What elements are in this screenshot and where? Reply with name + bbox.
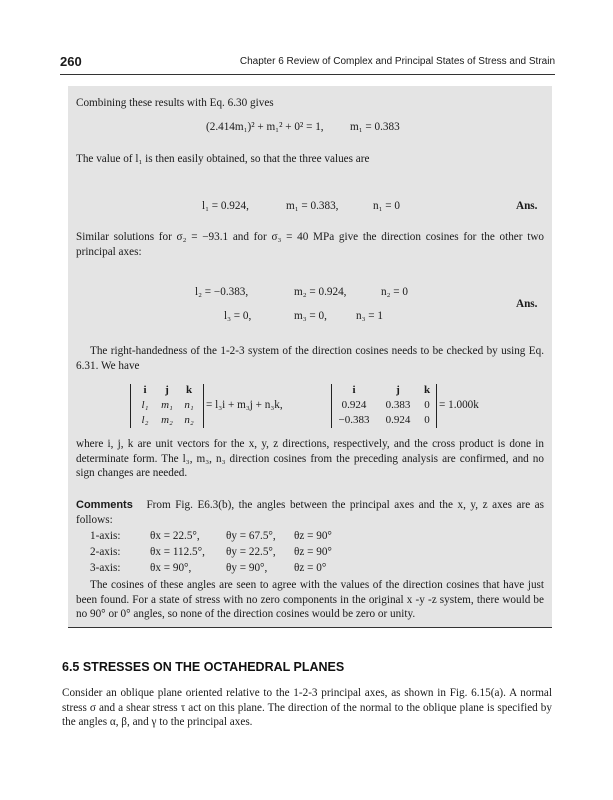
det1-cell: k	[185, 384, 193, 396]
det1-cell: m₁	[161, 399, 173, 411]
comments-text: From Fig. E6.3(b), the angles between the principal axes and the x, y, z axes are as follows:	[76, 499, 545, 526]
equation-m3: m₃ = 0,	[294, 310, 327, 322]
answer-label-1: Ans.	[516, 200, 538, 212]
axis-1-theta-z: θz = 90°	[294, 530, 332, 542]
equation-m1: (2.414m₁)² + m₁² + 0² = 1,	[206, 121, 324, 133]
det1-cell: m₂	[161, 414, 173, 426]
equation-m1-value: m₁ = 0.383,	[286, 200, 339, 212]
paragraph-cosines: The cosines of these angles are seen to agree with the values of the direction cosines that have just been found. For a state of stress with no zero components in the original x -y -z system, there would be no 90° or 0° angles, so none of the direction cosines would be zero or unity.	[76, 579, 544, 620]
det2-cell: j	[396, 384, 400, 396]
section-heading: 6.5 STRESSES ON THE OCTAHEDRAL PLANES	[62, 660, 345, 674]
equation-m2: m₂ = 0.924,	[294, 286, 347, 298]
paragraph-unit-vectors: where i, j, k are unit vectors for the x, y, z directions, respectively, and the cross product is done in determinate form. The l₃, m₃, n₃ direction cosines from the preceding analysis are confirmed, and no sign changes are needed.	[76, 438, 544, 479]
det2-cell: 0.924	[385, 414, 411, 426]
axis-2-theta-y: θy = 22.5°,	[226, 546, 276, 558]
det2-cell: i	[352, 384, 356, 396]
equation-l3: l₃ = 0,	[224, 310, 252, 322]
page-header	[60, 52, 555, 75]
equation-m1-result: m₁ = 0.383	[350, 121, 400, 133]
det2-cell: 0	[424, 414, 430, 426]
det2-cell: 0.383	[385, 399, 411, 411]
axis-2-theta-z: θz = 90°	[294, 546, 332, 558]
det1-cell: i	[143, 384, 147, 396]
det1-cell: n₂	[184, 414, 194, 426]
axis-1-label: 1-axis:	[90, 530, 121, 542]
det1-cell: l₁	[141, 399, 149, 411]
page-number: 260	[60, 54, 82, 69]
det2-cell: k	[423, 384, 431, 396]
section-body: Consider an oblique plane oriented relative to the 1-2-3 principal axes, as shown in Fig. 6.15(a). A normal stress σ and a shear stress τ act on this plane. The direction of the normal to the oblique plane is specified by the angles α, β, and γ to the principal axes.	[62, 687, 552, 728]
answer-label-2: Ans.	[516, 298, 538, 310]
determinant-expansion: = l₃i + m₃j + n₃k,	[206, 399, 283, 411]
determinant-result: = 1.000k	[439, 399, 479, 411]
det1-cell: l₂	[141, 414, 149, 426]
equation-n2: n₂ = 0	[381, 286, 408, 298]
paragraph-combining: Combining these results with Eq. 6.30 gives	[76, 97, 274, 109]
axis-2-theta-x: θx = 112.5°,	[150, 546, 205, 558]
det2-cell: 0.924	[341, 399, 367, 411]
equation-l2: l₂ = −0.383,	[195, 286, 249, 298]
det2-cell: −0.383	[338, 414, 370, 426]
example-box	[68, 86, 552, 628]
determinant-numeric	[331, 384, 437, 428]
determinant-symbolic	[130, 384, 204, 428]
det1-cell: n₁	[184, 399, 194, 411]
axis-2-label: 2-axis:	[90, 546, 121, 558]
chapter-title: Chapter 6 Review of Complex and Principal States of Stress and Strain	[239, 56, 555, 67]
paragraph-value-l1: The value of l₁ is then easily obtained, so that the three values are	[76, 153, 370, 165]
axis-3-theta-y: θy = 90°,	[226, 562, 268, 574]
paragraph-right-handedness: The right-handedness of the 1-2-3 system of the direction cosines needs to be checked by using Eq. 6.31. We have	[76, 345, 544, 372]
paragraph-similar: Similar solutions for σ₂ = −93.1 and for σ₃ = 40 MPa give the direction cosines for the other two principal axes:	[76, 231, 544, 258]
equation-l1: l₁ = 0.924,	[202, 200, 249, 212]
comments-label: Comments	[76, 499, 133, 511]
axis-3-label: 3-axis:	[90, 562, 121, 574]
comments-paragraph	[76, 498, 544, 527]
axis-3-theta-z: θz = 0°	[294, 562, 327, 574]
axis-3-theta-x: θx = 90°,	[150, 562, 192, 574]
axis-1-theta-x: θx = 22.5°,	[150, 530, 200, 542]
equation-n3: n₃ = 1	[356, 310, 383, 322]
equation-n1: n₁ = 0	[373, 200, 400, 212]
axis-1-theta-y: θy = 67.5°,	[226, 530, 276, 542]
det2-cell: 0	[424, 399, 430, 411]
det1-cell: j	[165, 384, 169, 396]
